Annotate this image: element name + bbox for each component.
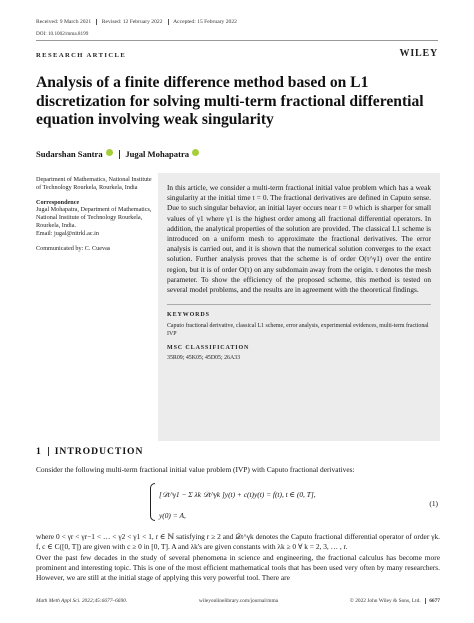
msc-codes: 35R09; 45K05; 45D05; 26A33 <box>167 354 241 361</box>
equation-1 <box>150 483 350 523</box>
equation-brace <box>150 483 155 521</box>
orcid-icon[interactable] <box>192 149 199 156</box>
msc-heading: MSC CLASSIFICATION <box>167 344 250 351</box>
copyright: © 2022 John Wiley & Sons, Ltd. <box>349 598 421 604</box>
author-name[interactable]: Jugal Mohapatra <box>125 149 190 159</box>
section-title: INTRODUCTION <box>54 446 144 457</box>
equation-line-2: y(0) = A, <box>159 511 186 520</box>
revised-date: Revised: 12 February 2022 <box>101 19 163 25</box>
page-number: 6677 <box>429 598 440 604</box>
author-info-sidebar <box>36 176 156 259</box>
communicated-by: Communicated by: C. Cuevas <box>36 244 111 252</box>
affiliation: Department of Mathematics, National Institute of Technology Rourkela, Rourkela, India <box>36 176 152 191</box>
correspondence-block <box>36 199 156 238</box>
journal-citation: Math Meth Appl Sci. 2022;45:6677–6690. <box>36 598 128 604</box>
date-separator <box>168 19 169 25</box>
article-type: RESEARCH ARTICLE <box>36 52 127 59</box>
body-paragraph: Over the past few decades in the study of several phenomena in science and engineering, the fractional calculus has become more prominent and interesting topic. This is one of the most efficient mathematical tools that has been used very often by many researchers. However, we are still at the initial stage of applying this very powerful tool. There are <box>36 553 440 582</box>
publication-dates <box>36 19 237 25</box>
keywords-text: Caputo fractional derivative, classical L1 scheme, error analysis, experimental evidences, multi-term fractional IVP <box>167 322 429 337</box>
abstract-box <box>158 173 440 441</box>
page-footer <box>36 598 440 604</box>
equation-number: (1) <box>429 499 438 508</box>
section-separator <box>48 447 49 456</box>
orcid-icon[interactable] <box>106 149 113 156</box>
accepted-date: Accepted: 15 February 2022 <box>173 19 237 25</box>
author-name[interactable]: Sudarshan Santra <box>36 149 103 159</box>
date-separator <box>96 19 97 25</box>
footer-separator <box>425 598 426 604</box>
publisher-logo: WILEY <box>399 48 438 59</box>
correspondence-text: Jugal Mohapatra, Department of Mathematics, National Institute of Technology Rourkela, Rourkela, India. <box>36 206 152 229</box>
section-number: 1 <box>36 446 42 457</box>
email-link[interactable]: Email: jugal@nitrkl.ac.in <box>36 229 99 237</box>
correspondence-heading: Correspondence <box>36 198 80 206</box>
author-separator <box>119 150 120 159</box>
paper-title: Analysis of a finite difference method based on L1 discretization for solving multi-term fractional differential equation involving weak singularity <box>36 74 424 129</box>
abstract-text: In this article, we consider a multi-term fractional initial value problem which has a weak singularity at the initial time t = 0. The fractional derivatives are defined in Caputo sense. Due to such singular behavior, an initial layer occurs near t = 0 which is sharper for small values of γ1 where γ1 is the highest order among all fractional differential operators. In addition, the analytical properties of the solution are provided. The classical L1 scheme is introduced on a uniform mesh to approximate the fractional derivatives. The error analysis is carried out, and it is shown that the numerical solution converges to the exact solution. Further analysis proves that the scheme is of order O(τ^γ1) over the entire region, but it is of order O(τ) on any subdomain away from the origin. τ denotes the mesh parameter. To show the efficiency of the proposed scheme, this method is tested on several model problems, and the results are in agreement with the theoretical findings. <box>167 183 431 295</box>
author-list <box>36 149 199 159</box>
doi-link[interactable]: DOI: 10.1002/mma.8199 <box>36 31 89 37</box>
journal-url[interactable]: wileyonlinelibrary.com/journal/mma <box>198 598 279 604</box>
equation-line-1: [𝒟t^γ1 − Σ λk 𝒟t^γk ]y(t) + c(t)y(t) = f(t), t ∈ (0, T], <box>159 490 316 499</box>
body-paragraph: where 0 < γr < γr−1 < … < γ2 < γ1 < 1, r ∈ ℕ satisfying r ≥ 2 and 𝒟t^γk denotes the Caputo fractional differential operator of order γk. f, c ∈ C([0, T]) are given with c ≥ 0 in [0, T]. A and λk's are given constants with λk ≥ 0 ∀ k = 2, 3, … , r. <box>36 532 440 551</box>
intro-sentence: Consider the following multi-term fractional initial value problem (IVP) with Caputo fractional derivatives: <box>36 465 355 474</box>
abstract-divider <box>167 304 431 305</box>
keywords-heading: KEYWORDS <box>167 311 210 318</box>
header-rule <box>36 40 438 41</box>
footer-right <box>350 598 440 604</box>
section-heading <box>36 446 143 457</box>
received-date: Received: 9 March 2021 <box>36 19 92 25</box>
